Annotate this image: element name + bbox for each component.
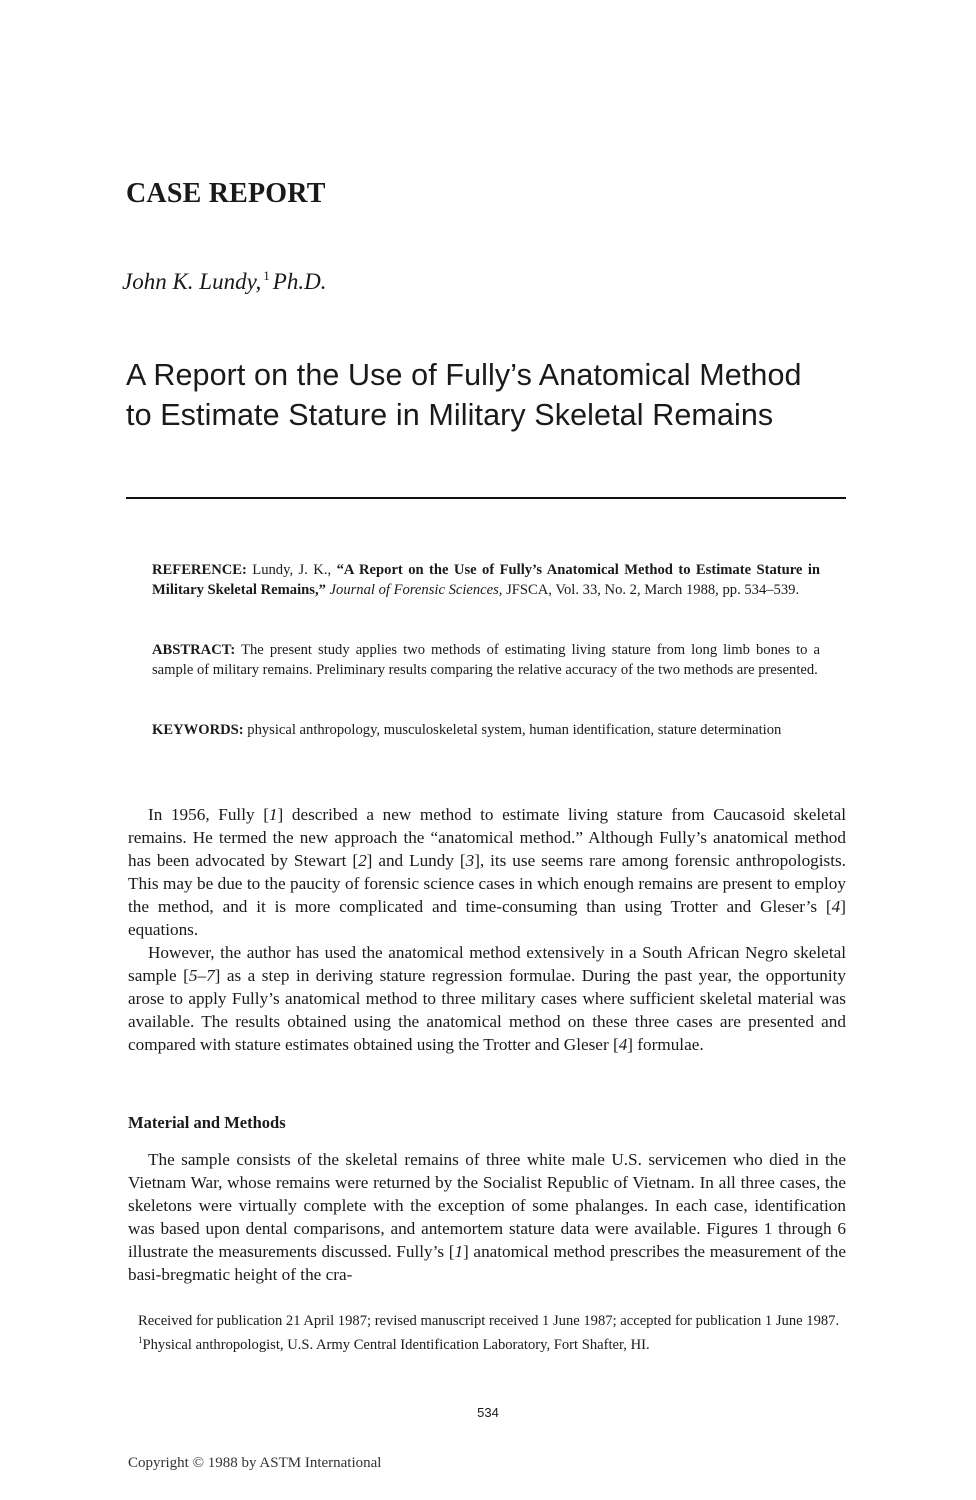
copyright-notice: Copyright © 1988 by ASTM International — [128, 1455, 382, 1471]
citation-ref: 5–7 — [188, 966, 215, 985]
title-line-1: A Report on the Use of Fully’s Anatomical Method — [126, 358, 802, 392]
intro-paragraph-2: However, the author has used the anatomical method extensively in a South African Negro skeletal sample [5–7] as a step in deriving stature regression formulae. During the past year, the opportunity arose to apply Fully’s anatomical method to three military cases where sufficient skeletal material was available. The results obtained using the anatomical method on these three cases are presented and compared with stature estimates obtained using the Trotter and Gleser [4] formulae. — [128, 943, 846, 1054]
footnote-affiliation: $^1$Physical anthropologist, U.S. Army Central Identification Laboratory, Fort Shafter, HI. — [138, 1335, 650, 1353]
methods-paragraph-1: The sample consists of the skeletal remains of three white male U.S. servicemen who died in the Vietnam War, whose remains were returned by the Socialist Republic of Vietnam. In all three cases, the skeletons were virtually complete with the exception of some phalanges. In each case, identification was based upon dental comparisons, and antemortem stature data were available. Figures 1 through 6 illustrate the measurements discussed. Fully’s [1] anatomical method prescribes the measurement of the basi-bregmatic height of the cra- — [128, 1150, 846, 1284]
author-footnote-mark: 1 — [263, 268, 270, 283]
introduction-section — [128, 803, 846, 1056]
section-label: CASE REPORT — [126, 178, 326, 209]
reference-details: JFSCA, Vol. 33, No. 2, March 1988, pp. 534–539. — [502, 582, 800, 598]
author-name: John K. Lundy, — [122, 269, 262, 294]
intro-paragraph-1: In 1956, Fully [1] described a new method to estimate living stature from Caucasoid skeletal remains. He termed the new approach the “anatomical method.” Although Fully’s anatomical method has been advocated by Stewart [2] and Lundy [3], its use seems rare among forensic anthropologists. This may be due to the paucity of forensic science cases in which enough remains are present to employ the method, and it is more complicated and time-consuming than using Trotter and Gleser’s [4] equations. — [128, 805, 846, 939]
reference-journal: Journal of Forensic Sciences, — [325, 582, 503, 598]
footnote-received: Received for publication 21 April 1987; revised manuscript received 1 June 1987; accepted for publication 1 June 1987. — [138, 1313, 840, 1329]
reference-authors: Lundy, J. K., — [246, 562, 337, 578]
author-degree: Ph.D. — [272, 269, 327, 294]
methods-section — [128, 1148, 846, 1286]
citation-ref: 1 — [268, 805, 278, 824]
footnotes — [120, 1312, 844, 1355]
reference-title: “A Report on the Use of Fully’s Anatomical Method to Estimate Stature in Military Skeletal Remains,” — [152, 562, 821, 598]
citation-ref: 1 — [454, 1242, 464, 1261]
keywords-block — [152, 720, 820, 740]
reference-label: REFERENCE: — [152, 562, 247, 578]
abstract-label: ABSTRACT: — [152, 642, 236, 658]
abstract-text: The present study applies two methods of estimating living stature from long limb bones to a sample of military remains. Preliminary results comparing the relative accuracy of the two methods are presented. — [152, 642, 820, 678]
author-line — [122, 268, 326, 295]
citation-ref: 2 — [358, 851, 367, 870]
footnote-mark: 1 — [138, 1335, 143, 1345]
abstract-block — [152, 640, 820, 680]
title-line-2: to Estimate Stature in Military Skeletal Remains — [126, 398, 774, 432]
keywords-label: KEYWORDS: — [152, 722, 244, 738]
section-heading: Material and Methods — [128, 1113, 286, 1132]
page-number: 534 — [477, 1405, 499, 1420]
keywords-text: physical anthropology, musculoskeletal system, human identification, stature determination — [243, 722, 782, 738]
citation-ref: 4 — [831, 897, 841, 916]
citation-ref: 3 — [465, 851, 475, 870]
article-title — [126, 355, 886, 435]
reference-block — [152, 560, 820, 600]
title-divider — [126, 497, 846, 499]
citation-ref: 4 — [618, 1035, 628, 1054]
